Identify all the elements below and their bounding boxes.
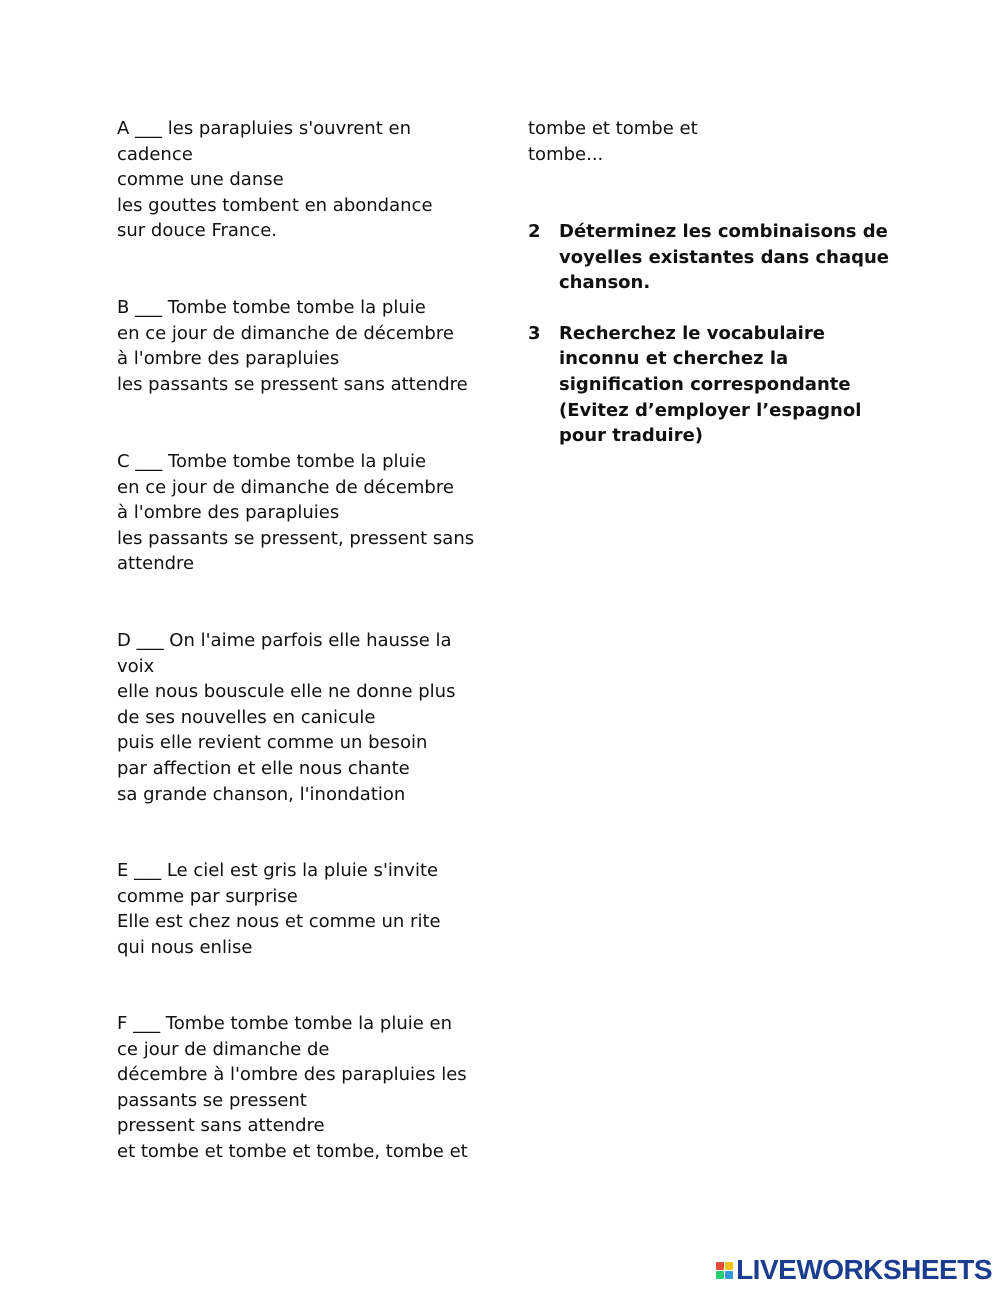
instruction-text [559, 219, 968, 296]
stanza-line: tombe et tombe et [528, 118, 698, 139]
stanza-line: comme une danse [117, 169, 284, 191]
stanza-f [117, 1011, 468, 1165]
stanza-line: comme par surprise [117, 885, 298, 907]
stanza-line: ce jour de dimanche de [117, 1038, 330, 1060]
stanza-line: décembre à l'ombre des parapluies les [117, 1064, 467, 1086]
stanza-line: F ___ Tombe tombe tombe la pluie en [117, 1013, 453, 1034]
stanza-c [117, 449, 474, 577]
stanza-line: pressent sans attendre [117, 1115, 325, 1137]
stanza-line: par affection et elle nous chante [117, 757, 410, 779]
stanza-e [117, 858, 441, 960]
stanza-line: sur douce France. [117, 220, 278, 242]
stanza-a [117, 116, 433, 244]
logo-square-icon [725, 1262, 733, 1270]
instruction-3 [528, 321, 968, 449]
stanza-b [117, 295, 468, 397]
stanza-line: qui nous enlise [117, 936, 253, 958]
stanza-line: A ___ les parapluies s'ouvrent en [117, 118, 411, 139]
stanza-line: sa grande chanson, l'inondation [117, 783, 406, 805]
logo-text: LIVEWORKSHEETS [736, 1254, 992, 1285]
stanza-line: voix [117, 655, 155, 677]
stanza-line: de ses nouvelles en canicule [117, 706, 376, 728]
stanza-line: tombe... [528, 143, 604, 165]
instruction-2 [528, 219, 968, 296]
instructions-list [528, 219, 968, 474]
stanza-line: à l'ombre des parapluies [117, 502, 340, 524]
instruction-line: signification correspondante [559, 373, 851, 395]
instruction-line: voyelles existantes dans chaque [559, 246, 889, 268]
stanza-line: les passants se pressent, pressent sans [117, 527, 475, 549]
stanza-f-continuation [528, 116, 968, 167]
instruction-line: (Evitez d’employer l’espagnol [559, 399, 862, 421]
instruction-line: chanson. [559, 272, 651, 294]
instruction-line: Déterminez les combinaisons de [559, 221, 888, 242]
stanza-line: attendre [117, 553, 195, 575]
logo-square-icon [716, 1262, 724, 1270]
stanza-line: C ___ Tombe tombe tombe la pluie [117, 451, 427, 472]
stanza-line: en ce jour de dimanche de décembre [117, 476, 454, 498]
right-column [528, 116, 968, 447]
stanza-line: passants se pressent [117, 1089, 307, 1111]
stanza-line: en ce jour de dimanche de décembre [117, 322, 454, 344]
stanza-line: les gouttes tombent en abondance [117, 194, 433, 216]
instruction-line: pour traduire) [559, 425, 704, 447]
stanza-line: puis elle revient comme un besoin [117, 732, 428, 754]
stanza-d [117, 628, 455, 807]
logo-square-icon [725, 1271, 733, 1279]
stanza-line: E ___ Le ciel est gris la pluie s'invite [117, 860, 439, 881]
stanza-line: Elle est chez nous et comme un rite [117, 911, 441, 933]
instruction-text [559, 321, 968, 449]
stanza-line: B ___ Tombe tombe tombe la pluie [117, 297, 426, 318]
stanza-line: les passants se pressent sans attendre [117, 373, 468, 395]
stanza-line: elle nous bouscule elle ne donne plus [117, 681, 456, 703]
liveworksheets-logo-icon [716, 1262, 733, 1279]
stanza-line: à l'ombre des parapluies [117, 348, 340, 370]
stanza-line: D ___ On l'aime parfois elle hausse la [117, 630, 452, 651]
stanza-line: et tombe et tombe et tombe, tombe et [117, 1140, 468, 1162]
stanza-line: cadence [117, 143, 193, 165]
instruction-line: inconnu et cherchez la [559, 348, 789, 370]
liveworksheets-logo[interactable] [716, 1255, 992, 1285]
instruction-number: 3 [528, 322, 541, 344]
instruction-line: Recherchez le vocabulaire [559, 322, 825, 344]
logo-square-icon [716, 1271, 724, 1279]
instruction-number: 2 [528, 221, 541, 242]
